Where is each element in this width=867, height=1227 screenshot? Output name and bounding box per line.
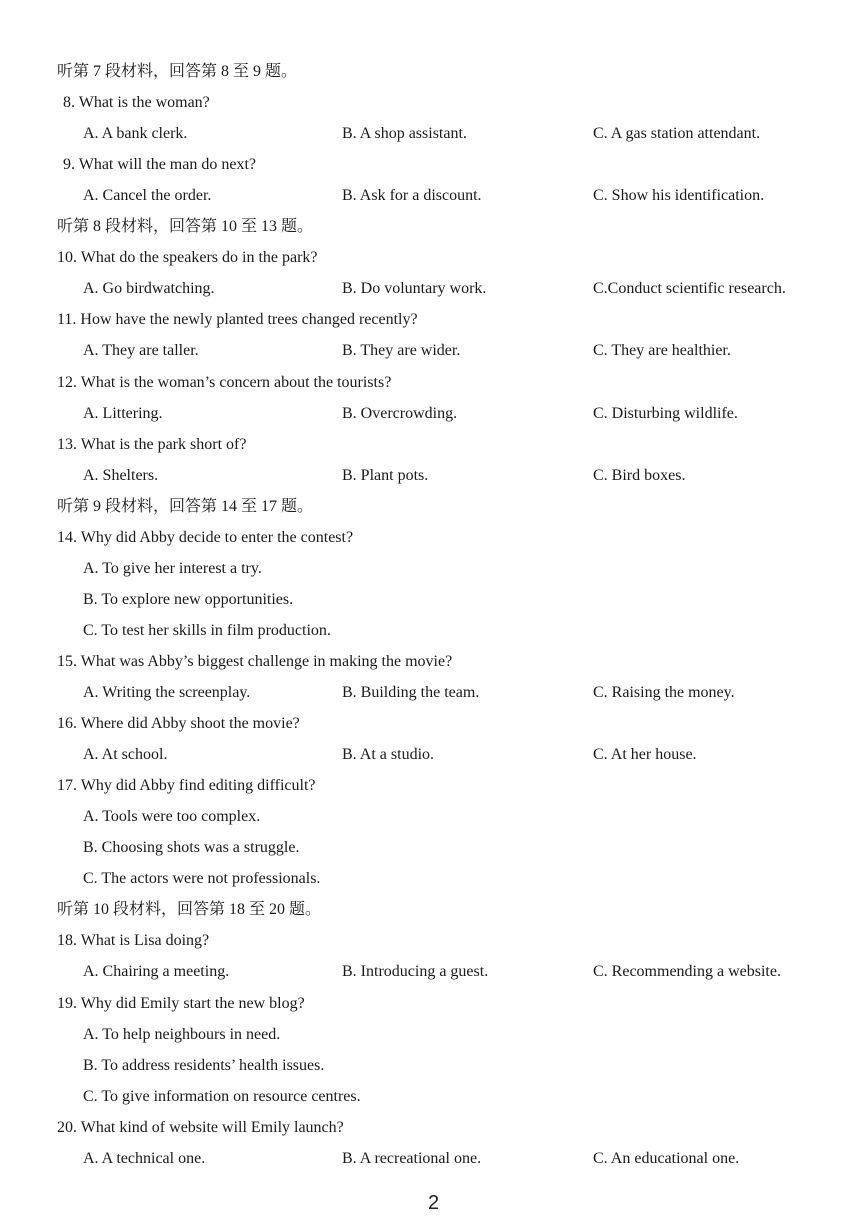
option-a: A. At school.	[83, 746, 168, 764]
section-heading	[0, 898, 867, 922]
option-a: A. Chairing a meeting.	[83, 963, 230, 981]
option-text: A. Tools were too complex.	[83, 808, 261, 826]
options-row	[0, 1147, 867, 1171]
options-row	[0, 464, 867, 488]
options-row	[0, 681, 867, 705]
section-heading	[0, 215, 867, 239]
option-a: A. Go birdwatching.	[83, 280, 215, 298]
option-c: C. At her house.	[593, 746, 697, 764]
option-c: C. Show his identification.	[593, 187, 765, 205]
option-a: A. Littering.	[83, 404, 163, 422]
option-c: C. They are healthier.	[593, 342, 731, 360]
question-text: 8. What is the woman?	[63, 94, 210, 112]
option-b: B. Plant pots.	[342, 466, 429, 484]
section-heading-text: 听第 10 段材料，回答第 18 至 20 题。	[57, 901, 322, 919]
option-c: C. Recommending a website.	[593, 963, 781, 981]
question	[0, 153, 867, 177]
option-text: C. The actors were not professionals.	[83, 870, 321, 888]
question-text: 18. What is Lisa doing?	[57, 932, 210, 950]
options-row	[0, 960, 867, 984]
question-text: 9. What will the man do next?	[63, 156, 256, 174]
question	[0, 1116, 867, 1140]
options-row	[0, 339, 867, 363]
question-text: 20. What kind of website will Emily launch?	[57, 1118, 344, 1136]
option-b: B. Introducing a guest.	[342, 963, 489, 981]
option-a: A. They are taller.	[83, 342, 199, 360]
option-text: C. To test her skills in film production.	[83, 621, 331, 639]
question	[0, 308, 867, 332]
option-text: A. To give her interest a try.	[83, 559, 262, 577]
option-line	[0, 805, 867, 829]
option-b: B. Building the team.	[342, 684, 480, 701]
question-text: 11. How have the newly planted trees changed recently?	[57, 311, 418, 329]
option-a: A. Writing the screenplay.	[83, 684, 251, 701]
options-row	[0, 743, 867, 767]
section-heading	[0, 60, 867, 84]
question	[0, 992, 867, 1016]
option-c: C. Bird boxes.	[593, 466, 686, 484]
question-text: 12. What is the woman’s concern about the tourists?	[57, 373, 392, 391]
option-b: B. Do voluntary work.	[342, 280, 487, 298]
question-text: 14. Why did Abby decide to enter the contest?	[57, 528, 354, 546]
options-row	[0, 184, 867, 208]
question-text: 19. Why did Emily start the new blog?	[57, 994, 305, 1012]
option-text: B. Choosing shots was a struggle.	[83, 839, 300, 857]
option-a: A. Cancel the order.	[83, 187, 212, 205]
option-c: C.Conduct scientific research.	[593, 280, 786, 298]
option-b: B. A shop assistant.	[342, 125, 467, 143]
option-c: C. Disturbing wildlife.	[593, 404, 738, 422]
options-row	[0, 122, 867, 146]
question-text: 10. What do the speakers do in the park?	[57, 249, 318, 267]
question	[0, 526, 867, 550]
option-b: B. At a studio.	[342, 746, 435, 764]
question	[0, 929, 867, 953]
question	[0, 712, 867, 736]
question-text: 15. What was Abby’s biggest challenge in making the movie?	[57, 652, 453, 670]
option-line	[0, 836, 867, 860]
option-b: B. Overcrowding.	[342, 404, 458, 422]
section-heading-text: 听第 7 段材料，回答第 8 至 9 题。	[57, 63, 298, 80]
question	[0, 433, 867, 457]
option-c: C. A gas station attendant.	[593, 125, 761, 143]
question-text: 16. Where did Abby shoot the movie?	[57, 715, 300, 733]
option-line	[0, 1023, 867, 1047]
option-a: A. A bank clerk.	[83, 125, 188, 143]
option-line	[0, 588, 867, 612]
option-line	[0, 557, 867, 581]
option-text: B. To explore new opportunities.	[83, 590, 294, 608]
option-b: B. They are wider.	[342, 342, 461, 360]
option-line	[0, 1054, 867, 1078]
options-row	[0, 277, 867, 301]
option-text: C. To give information on resource centres.	[83, 1087, 361, 1105]
option-line	[0, 867, 867, 891]
option-b: B. Ask for a discount.	[342, 187, 482, 205]
option-c: C. Raising the money.	[593, 684, 735, 701]
options-row	[0, 402, 867, 426]
question	[0, 650, 867, 674]
option-b: B. A recreational one.	[342, 1149, 482, 1167]
question	[0, 91, 867, 115]
option-text: B. To address residents’ health issues.	[83, 1056, 325, 1074]
question	[0, 774, 867, 798]
question	[0, 371, 867, 395]
section-heading-text: 听第 8 段材料，回答第 10 至 13 题。	[57, 218, 314, 236]
question	[0, 246, 867, 270]
question-text: 13. What is the park short of?	[57, 435, 247, 453]
option-line	[0, 619, 867, 643]
section-heading-text: 听第 9 段材料，回答第 14 至 17 题。	[57, 497, 314, 515]
question-text: 17. Why did Abby find editing difficult?	[57, 777, 316, 795]
option-c: C. An educational one.	[593, 1149, 740, 1167]
option-text: A. To help neighbours in need.	[83, 1025, 281, 1043]
option-line	[0, 1085, 867, 1109]
option-a: A. A technical one.	[83, 1149, 206, 1167]
option-a: A. Shelters.	[83, 466, 159, 484]
page-number: 2	[427, 1192, 440, 1214]
section-heading	[0, 495, 867, 519]
